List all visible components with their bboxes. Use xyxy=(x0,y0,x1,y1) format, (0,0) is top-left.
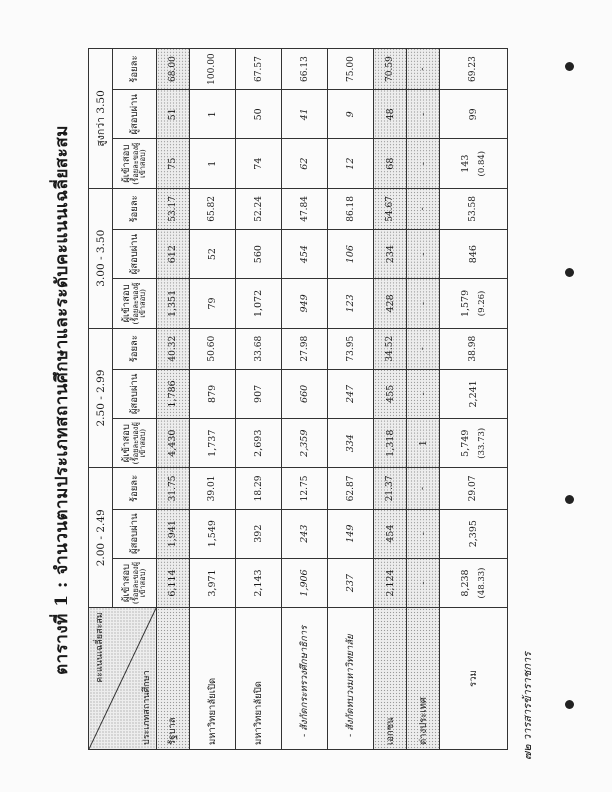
cell-value: 2,359 xyxy=(299,429,311,457)
corner-header xyxy=(89,608,157,750)
cell-value: 53.17 xyxy=(167,196,178,222)
cell-value: 660 xyxy=(299,384,311,403)
percent-header: ร้อยละ xyxy=(113,188,157,229)
cell-value: 4,430 xyxy=(167,429,179,457)
cell-value: 66.13 xyxy=(299,56,310,82)
passed-cell xyxy=(407,369,440,418)
applicants-cell xyxy=(439,279,507,328)
applicants-cell xyxy=(374,279,407,328)
cell-value: 62.87 xyxy=(345,475,356,502)
cell-value: 454 xyxy=(299,245,311,264)
cell-value: - xyxy=(417,301,429,306)
applicants-label: ผู้เข้าสอบ xyxy=(120,424,132,463)
group-header: 2.50 - 2.99 xyxy=(89,328,113,468)
cell-value: 1 xyxy=(417,440,429,447)
applicants-cell xyxy=(407,279,440,328)
passed-cell xyxy=(407,229,440,278)
applicants-note: (ร้อยละของผู้เข้าสอบ) xyxy=(130,561,148,605)
passed-header: ผู้สอบผ่าน xyxy=(113,369,157,418)
table-title: ตารางที่ 1 : จำนวนตามประเภทสถานศึกษาและระดับคะแนนเฉลี่ยสะสม xyxy=(52,125,72,675)
cell-value: 100.00 xyxy=(207,53,218,85)
percent-cell xyxy=(235,468,281,509)
percent-cell xyxy=(328,49,374,90)
passed-cell xyxy=(439,90,507,139)
cell-value: 33.68 xyxy=(253,335,264,362)
cell-value: - xyxy=(417,112,429,116)
passed-cell xyxy=(157,369,190,418)
cell-value: 52 xyxy=(206,248,218,261)
cell-value: 54.67 xyxy=(385,196,396,222)
passed-cell xyxy=(374,369,407,418)
cell-value: 454 xyxy=(384,524,396,543)
cell-value: 455 xyxy=(384,384,396,403)
applicants-cell xyxy=(235,419,281,468)
share-note: (0.84) xyxy=(476,150,487,177)
percent-cell xyxy=(439,328,507,369)
cell-value: 65.82 xyxy=(207,196,218,222)
applicants-header xyxy=(113,139,157,188)
group-header: สูงกว่า 3.50 xyxy=(89,49,113,189)
cell-value: 50.60 xyxy=(207,335,218,362)
percent-header: ร้อยละ xyxy=(113,468,157,509)
applicants-label: ผู้เข้าสอบ xyxy=(120,144,132,183)
corner-top-label: คะแนนเฉลี่ยสะสม xyxy=(95,612,105,683)
applicants-header xyxy=(113,419,157,468)
percent-cell xyxy=(374,49,407,90)
share-note: (9.26) xyxy=(476,290,487,317)
cell-value: - xyxy=(417,581,429,585)
applicants-cell xyxy=(328,419,374,468)
cell-value: 12.75 xyxy=(299,475,310,502)
cell-value: 1,941 xyxy=(167,520,179,548)
passed-cell xyxy=(282,90,328,139)
passed-cell xyxy=(157,229,190,278)
cell-value: 29.07 xyxy=(468,475,479,502)
cell-value: - xyxy=(418,486,429,490)
cell-value: 68 xyxy=(384,157,396,170)
table-row xyxy=(407,49,440,750)
percent-cell xyxy=(407,49,440,90)
percent-cell xyxy=(407,328,440,369)
cell-value: 40.32 xyxy=(167,335,178,362)
passed-cell xyxy=(328,229,374,278)
percent-header: ร้อยละ xyxy=(113,49,157,90)
cell-value: 8,238 xyxy=(459,569,471,597)
row-label: เอกชน xyxy=(374,608,407,750)
passed-cell xyxy=(157,509,190,558)
passed-cell xyxy=(439,229,507,278)
cell-value: 74 xyxy=(253,157,264,170)
rotated-page xyxy=(48,40,568,760)
passed-cell xyxy=(328,369,374,418)
applicants-cell xyxy=(189,139,235,188)
cell-value: 1,549 xyxy=(206,520,218,548)
cell-value: 106 xyxy=(345,245,357,264)
applicants-cell xyxy=(235,139,281,188)
applicants-cell xyxy=(282,279,328,328)
cell-value: 41 xyxy=(299,108,311,121)
percent-cell xyxy=(282,468,328,509)
passed-cell xyxy=(189,90,235,139)
cell-value: 1,786 xyxy=(167,380,179,408)
cell-value: 62 xyxy=(299,157,311,170)
applicants-cell xyxy=(407,558,440,607)
table-row xyxy=(157,49,190,750)
cell-value: 428 xyxy=(384,294,396,313)
cell-value: 243 xyxy=(299,524,311,543)
percent-cell xyxy=(439,468,507,509)
gpa-table xyxy=(88,48,508,750)
passed-cell xyxy=(282,229,328,278)
applicants-cell xyxy=(189,419,235,468)
percent-cell xyxy=(328,328,374,369)
applicants-note: (ร้อยละของผู้เข้าสอบ) xyxy=(130,282,148,325)
cell-value: 31.75 xyxy=(167,475,178,502)
cell-value: 143 xyxy=(459,154,471,173)
percent-cell xyxy=(328,188,374,229)
applicants-cell xyxy=(407,419,440,468)
cell-value: 560 xyxy=(253,245,264,264)
cell-value: 123 xyxy=(345,294,357,313)
cell-value: 47.84 xyxy=(299,196,310,222)
cell-value: - xyxy=(418,347,429,351)
cell-value: 18.29 xyxy=(253,475,264,502)
percent-cell xyxy=(328,468,374,509)
row-label: มหาวิทยาลัยเปิด xyxy=(189,608,235,750)
percent-cell xyxy=(189,328,235,369)
passed-cell xyxy=(374,509,407,558)
cell-value: 846 xyxy=(467,245,479,264)
percent-cell xyxy=(439,188,507,229)
cell-value: 79 xyxy=(206,297,218,310)
cell-value: 234 xyxy=(384,245,396,264)
passed-header: ผู้สอบผ่าน xyxy=(113,90,157,139)
passed-cell xyxy=(439,369,507,418)
percent-cell xyxy=(235,328,281,369)
cell-value: 1,072 xyxy=(253,289,264,318)
applicants-cell xyxy=(189,558,235,607)
applicants-note: (ร้อยละของผู้เข้าสอบ) xyxy=(130,142,148,185)
passed-header: ผู้สอบผ่าน xyxy=(113,509,157,558)
table-row xyxy=(439,49,507,750)
applicants-header xyxy=(113,279,157,328)
table-row xyxy=(374,49,407,750)
passed-cell xyxy=(235,369,281,418)
percent-cell xyxy=(157,188,190,229)
passed-cell xyxy=(157,90,190,139)
cell-value: - xyxy=(417,532,429,536)
table-row xyxy=(282,49,328,750)
applicants-cell xyxy=(328,279,374,328)
cell-value: 247 xyxy=(345,384,357,403)
cell-value: 1,737 xyxy=(206,429,218,457)
cell-value: 1 xyxy=(206,160,218,167)
row-label: รวม xyxy=(439,608,507,750)
percent-cell xyxy=(189,468,235,509)
passed-cell xyxy=(235,229,281,278)
applicants-cell xyxy=(374,558,407,607)
cell-value: 52.24 xyxy=(253,196,264,222)
cell-value: 1,579 xyxy=(459,289,471,318)
percent-header: ร้อยละ xyxy=(113,328,157,369)
cell-value: 2,143 xyxy=(253,569,264,597)
applicants-cell xyxy=(328,558,374,607)
cell-value: 70.59 xyxy=(385,56,396,82)
group-header: 3.00 - 3.50 xyxy=(89,188,113,328)
passed-cell xyxy=(282,369,328,418)
applicants-cell xyxy=(235,279,281,328)
table-row xyxy=(328,49,374,750)
percent-cell xyxy=(235,188,281,229)
cell-value: 3,971 xyxy=(206,569,218,597)
percent-cell xyxy=(407,188,440,229)
applicants-cell xyxy=(282,558,328,607)
passed-cell xyxy=(439,509,507,558)
cell-value: 21.37 xyxy=(385,475,396,502)
cell-value: 99 xyxy=(467,108,479,121)
cell-value: 1,906 xyxy=(299,569,311,597)
passed-cell xyxy=(235,90,281,139)
passed-cell xyxy=(374,90,407,139)
table-row xyxy=(235,49,281,750)
applicants-cell xyxy=(157,558,190,607)
passed-cell xyxy=(328,90,374,139)
cell-value: 2,124 xyxy=(384,569,396,597)
applicants-cell xyxy=(282,419,328,468)
cell-value: 12 xyxy=(345,157,357,170)
share-note: (33.73) xyxy=(476,427,487,459)
applicants-cell xyxy=(407,139,440,188)
cell-value: 1 xyxy=(206,111,218,118)
percent-cell xyxy=(235,49,281,90)
percent-cell xyxy=(282,328,328,369)
cell-value: - xyxy=(418,207,429,211)
passed-cell xyxy=(235,509,281,558)
cell-value: 2,693 xyxy=(253,429,264,457)
percent-cell xyxy=(189,49,235,90)
cell-value: 86.18 xyxy=(345,196,356,222)
page-footer: ๗๒ วารสารข้าราชการ xyxy=(521,651,534,760)
cell-value: 68.00 xyxy=(167,56,178,82)
passed-cell xyxy=(374,229,407,278)
row-label: - สังกัดทบวงมหาวิทยาลัย xyxy=(328,608,374,750)
cell-value: 2,395 xyxy=(467,520,479,548)
cell-value: 6,114 xyxy=(167,569,179,597)
cell-value: - xyxy=(418,67,429,71)
applicants-cell xyxy=(157,419,190,468)
cell-value: 2,241 xyxy=(467,380,479,408)
percent-cell xyxy=(189,188,235,229)
passed-cell xyxy=(189,509,235,558)
passed-cell xyxy=(189,369,235,418)
applicants-cell xyxy=(157,139,190,188)
cell-value: 75 xyxy=(167,157,179,170)
cell-value: 879 xyxy=(206,384,218,403)
cell-value: 51 xyxy=(167,108,179,121)
cell-value: 949 xyxy=(299,294,311,313)
applicants-cell xyxy=(157,279,190,328)
share-note: (48.33) xyxy=(476,567,487,599)
row-label: ต่างประเทศ xyxy=(407,608,440,750)
applicants-label: ผู้เข้าสอบ xyxy=(120,563,132,603)
cell-value: 9 xyxy=(345,111,357,118)
applicants-cell xyxy=(374,419,407,468)
applicants-cell xyxy=(235,558,281,607)
applicants-cell xyxy=(374,139,407,188)
cell-value: 5,749 xyxy=(459,429,471,457)
passed-cell xyxy=(407,509,440,558)
applicants-note: (ร้อยละของผู้เข้าสอบ) xyxy=(130,422,148,465)
cell-value: 38.98 xyxy=(468,335,479,362)
table-row xyxy=(189,49,235,750)
cell-value: 612 xyxy=(167,245,179,264)
passed-cell xyxy=(189,229,235,278)
cell-value: - xyxy=(417,392,429,396)
cell-value: 34.52 xyxy=(385,335,396,362)
cell-value: 67.57 xyxy=(253,56,264,82)
cell-value: 27.98 xyxy=(299,335,310,362)
cell-value: 48 xyxy=(384,108,396,121)
passed-cell xyxy=(328,509,374,558)
cell-value: 1,318 xyxy=(384,429,396,457)
percent-cell xyxy=(407,468,440,509)
percent-cell xyxy=(157,328,190,369)
cell-value: 69.23 xyxy=(468,56,479,82)
cell-value: 1,351 xyxy=(167,289,179,318)
cell-value: - xyxy=(417,252,429,256)
group-header: 2.00 - 2.49 xyxy=(89,468,113,608)
applicants-label: ผู้เข้าสอบ xyxy=(120,284,132,323)
passed-cell xyxy=(282,509,328,558)
cell-value: 75.00 xyxy=(345,56,356,82)
applicants-header xyxy=(113,558,157,607)
applicants-cell xyxy=(439,419,507,468)
applicants-cell xyxy=(439,139,507,188)
cell-value: 392 xyxy=(253,524,264,543)
percent-cell xyxy=(374,328,407,369)
applicants-cell xyxy=(328,139,374,188)
passed-header: ผู้สอบผ่าน xyxy=(113,229,157,278)
cell-value: - xyxy=(417,162,429,166)
cell-value: 237 xyxy=(345,573,357,593)
percent-cell xyxy=(374,468,407,509)
percent-cell xyxy=(282,49,328,90)
row-label: มหาวิทยาลัยปิด xyxy=(235,608,281,750)
cell-value: 73.95 xyxy=(345,335,356,362)
applicants-cell xyxy=(439,558,507,607)
percent-cell xyxy=(157,468,190,509)
cell-value: 334 xyxy=(345,434,357,453)
percent-cell xyxy=(439,49,507,90)
applicants-cell xyxy=(282,139,328,188)
percent-cell xyxy=(282,188,328,229)
row-label: รัฐบาล xyxy=(157,608,190,750)
corner-bottom-label: ประเภทสถานศึกษา xyxy=(142,670,152,745)
cell-value: 53.58 xyxy=(468,196,479,222)
cell-value: 50 xyxy=(253,108,264,121)
applicants-cell xyxy=(189,279,235,328)
cell-value: 149 xyxy=(345,524,357,543)
percent-cell xyxy=(374,188,407,229)
passed-cell xyxy=(407,90,440,139)
cell-value: 907 xyxy=(253,384,264,403)
percent-cell xyxy=(157,49,190,90)
cell-value: 39.01 xyxy=(207,475,218,502)
row-label: - สังกัดกระทรวงศึกษาธิการ xyxy=(282,608,328,750)
